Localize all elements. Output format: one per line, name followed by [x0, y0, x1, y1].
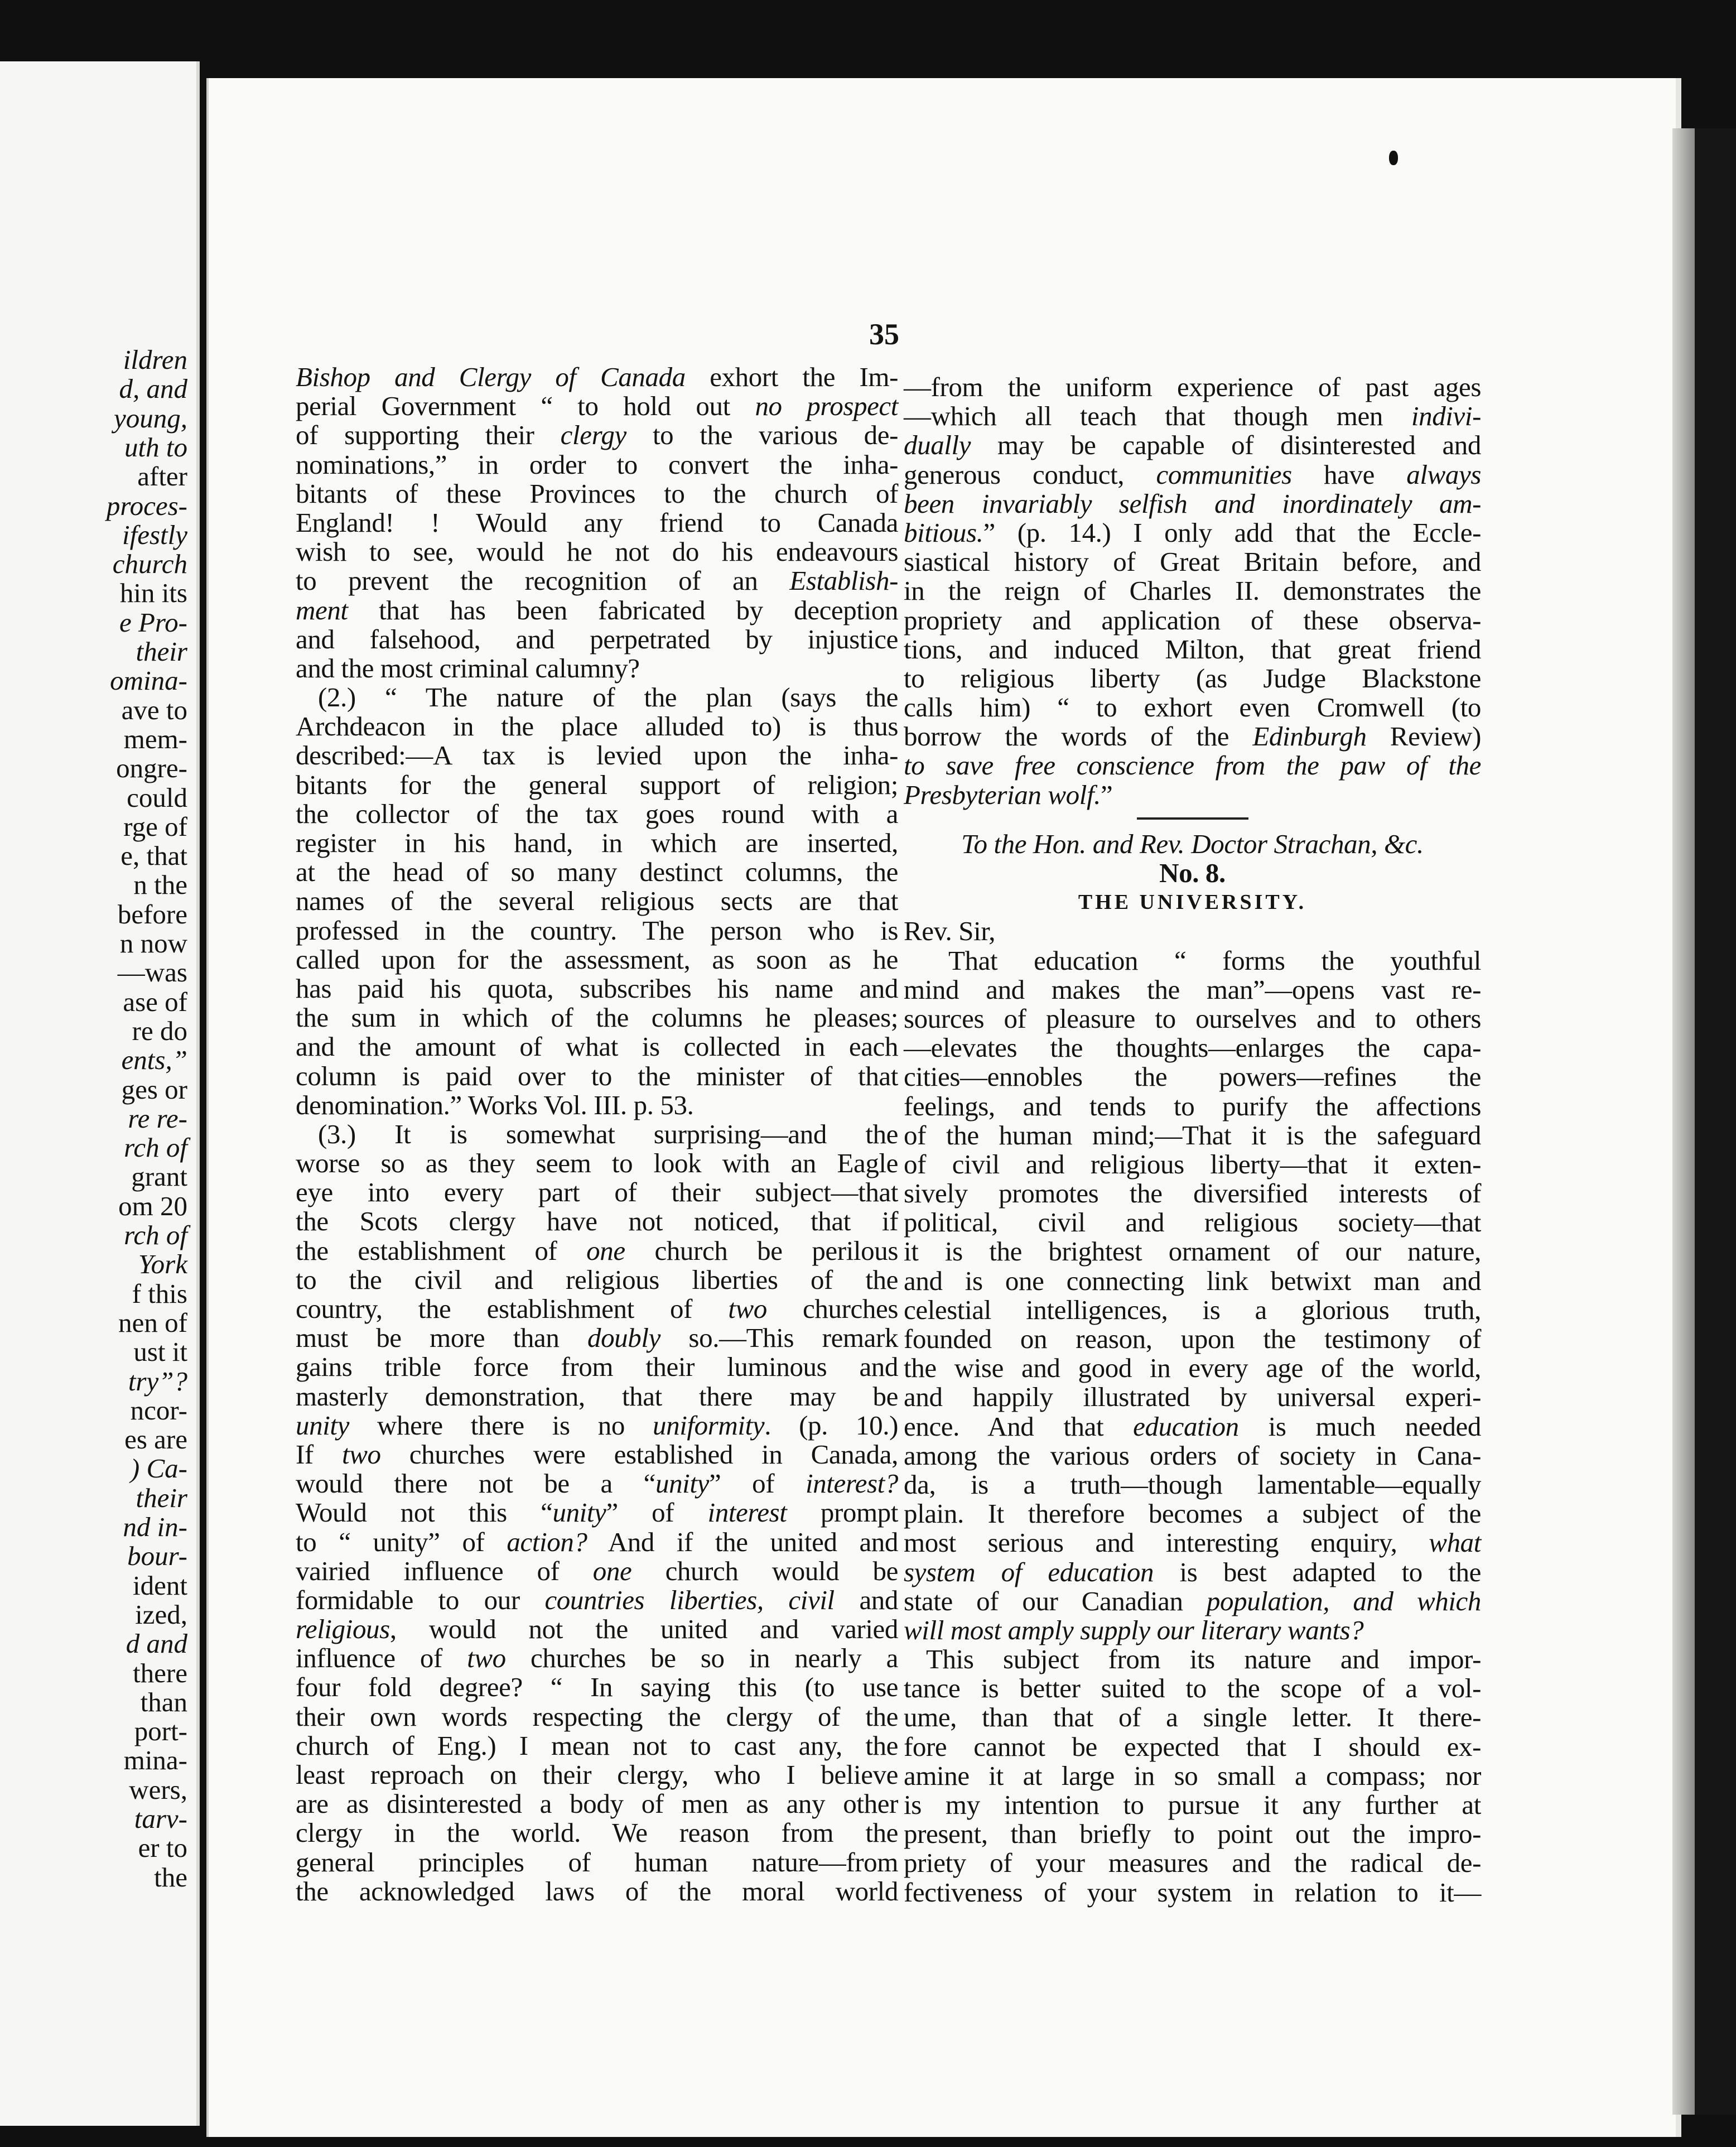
heading-line: To the Hon. and Rev. Doctor Strachan, &c.: [961, 828, 1424, 859]
previous-page-fragment: ) Ca-: [130, 1453, 187, 1484]
previous-page-fragment: their: [136, 636, 187, 667]
section-divider-rule: [1137, 817, 1248, 820]
text-line: would there not be a “unity” of interest?: [296, 1468, 898, 1499]
previous-page-fragment: ncor-: [130, 1394, 187, 1426]
text-line: denomination.” Works Vol. III. p. 53.: [296, 1089, 694, 1120]
text-line: been invariably selfish and inordinately am-: [904, 488, 1481, 519]
text-line: bitious.” (p. 14.) I only add that the Eccle-: [904, 517, 1481, 548]
text-line: their own words respecting the clergy of the: [296, 1701, 898, 1732]
text-line: siastical history of Great Britain before, and: [904, 546, 1481, 577]
previous-page-fragment: e Pro-: [119, 606, 187, 638]
page-number: 35: [869, 317, 899, 351]
previous-page-fragment: ized,: [135, 1599, 187, 1630]
text-line: sources of pleasure to ourselves and to others: [904, 1003, 1481, 1034]
text-line: to religious liberty (as Judge Blackstone: [904, 662, 1481, 694]
text-line: the establishment of one church be perilous: [296, 1235, 898, 1266]
text-line: (3.) It is somewhat surprising—and the: [318, 1118, 898, 1149]
previous-page-fragment: ents,”: [121, 1044, 187, 1076]
previous-page-fragment: rge of: [123, 811, 187, 842]
text-line: fore cannot be expected that I should ex-: [904, 1731, 1481, 1762]
text-line: and the amount of what is collected in each: [296, 1031, 898, 1062]
previous-page-fragment: young,: [114, 402, 187, 434]
text-line: must be more than doubly so.—This remark: [296, 1322, 899, 1354]
text-line: ment that has been fabricated by deception: [296, 594, 898, 625]
left-text-column: [296, 363, 898, 1906]
text-line: borrow the words of the Edinburgh Review): [904, 721, 1481, 752]
text-line: That education “ forms the youthful: [948, 945, 1481, 976]
text-line: da, is a truth—though lamentable—equally: [904, 1469, 1481, 1500]
text-line: four fold degree? “ In saying this (to use: [296, 1672, 898, 1703]
text-line: least reproach on their clergy, who I believe: [296, 1759, 898, 1790]
previous-page-fragment: York: [138, 1249, 187, 1280]
text-line: Rev. Sir,: [904, 916, 996, 947]
text-line: described:—A tax is levied upon the inha-: [296, 740, 898, 771]
text-line: church of Eng.) I mean not to cast any, the: [296, 1730, 898, 1761]
heading-line: THE UNIVERSITY.: [1078, 890, 1307, 914]
previous-page-fragment: er to: [138, 1832, 187, 1864]
text-line: at the head of so many destinct columns, the: [296, 856, 898, 888]
previous-page-fragment: ident: [133, 1570, 187, 1601]
text-line: and the most criminal calumny?: [296, 652, 640, 683]
text-line: among the various orders of society in Cana-: [904, 1440, 1481, 1471]
previous-page-fragment: before: [117, 898, 187, 930]
text-line: and is one connecting link betwixt man and: [904, 1265, 1481, 1296]
text-line: cities—ennobles the powers—refines the: [904, 1061, 1481, 1092]
text-line: the acknowledged laws of the moral world: [296, 1875, 898, 1907]
text-line: If two churches were established in Canada,: [296, 1438, 898, 1470]
previous-page-fragment: ase of: [123, 986, 187, 1017]
text-line: feelings, and tends to purify the affections: [904, 1090, 1481, 1121]
text-line: vairied influence of one church would be: [296, 1555, 898, 1586]
previous-page-fragment: nen of: [118, 1307, 187, 1338]
previous-page-fragment: hin its: [119, 577, 187, 609]
text-line: the wise and good in every age of the world,: [904, 1352, 1481, 1384]
text-line: worse so as they seem to look with an Eagle: [296, 1148, 898, 1179]
text-line: state of our Canadian population, and which: [904, 1585, 1481, 1616]
text-line: to the civil and religious liberties of the: [296, 1264, 898, 1295]
previous-page-fragment: church: [112, 548, 187, 580]
page-fold-shadow: [1672, 128, 1695, 2115]
previous-page-fragment: d and: [126, 1628, 187, 1659]
text-line: clergy in the world. We reason from the: [296, 1817, 898, 1848]
previous-page-fragment: grant: [131, 1161, 187, 1192]
text-line: bitants of these Provinces to the church of: [296, 478, 898, 509]
text-line: is my intention to pursue it any further at: [904, 1789, 1481, 1820]
previous-page-fragment: re do: [132, 1015, 187, 1046]
text-line: —elevates the thoughts—enlarges the capa-: [904, 1032, 1481, 1063]
text-line: wish to see, would he not do his endeavours: [296, 536, 898, 567]
previous-page-fragment: wers,: [129, 1774, 187, 1805]
text-line: calls him) “ to exhort even Cromwell (to: [904, 692, 1481, 723]
text-line: England! ! Would any friend to Canada: [296, 507, 898, 538]
previous-page-fragment: ges or: [121, 1074, 187, 1105]
text-line: the sum in which of the columns he pleases;: [296, 1002, 898, 1033]
text-line: it is the brightest ornament of our nature,: [904, 1236, 1481, 1267]
previous-page-fragment: their: [136, 1482, 187, 1513]
text-line: Presbyterian wolf.”: [904, 779, 1113, 810]
previous-page-fragment: ust it: [133, 1336, 187, 1368]
text-line: influence of two churches be so in nearly a: [296, 1643, 898, 1674]
text-line: —which all teach that though men indivi-: [904, 401, 1481, 432]
previous-page-fragment: n now: [119, 928, 187, 959]
text-line: column is paid over to the minister of that: [296, 1060, 898, 1091]
previous-page-fragment: es are: [124, 1424, 187, 1455]
text-line: sively promotes the diversified interests of: [904, 1178, 1481, 1209]
text-line: of supporting their clergy to the various de-: [296, 420, 898, 451]
previous-page-fragment: bour-: [127, 1541, 187, 1572]
text-line: are as disinterested a body of men as any other: [296, 1788, 898, 1819]
previous-page-fragment: port-: [134, 1716, 187, 1747]
text-line: tance is better suited to the scope of a vol-: [904, 1673, 1481, 1704]
previous-page-fragment: ifestly: [122, 519, 187, 550]
text-line: Would not this “unity” of interest prompt: [296, 1497, 898, 1528]
text-line: and falsehood, and perpetrated by injustice: [296, 623, 898, 654]
text-line: unity where there is no uniformity. (p. 10.): [296, 1409, 898, 1441]
previous-page-fragment: d, and: [119, 373, 187, 405]
text-line: and happily illustrated by universal experi-: [904, 1381, 1481, 1413]
page-edge: [1695, 128, 1736, 2115]
previous-page-fragment: there: [133, 1657, 187, 1688]
text-line: perial Government “ to hold out no prospect: [296, 391, 898, 422]
text-line: bitants for the general support of religion;: [296, 769, 898, 800]
text-line: to prevent the recognition of an Establish-: [296, 565, 898, 596]
text-line: founded on reason, upon the testimony of: [904, 1323, 1481, 1354]
text-line: the Scots clergy have not noticed, that if: [296, 1206, 898, 1237]
previous-page-fragment: proces-: [106, 490, 187, 521]
text-line: most serious and interesting enquiry, what: [904, 1527, 1481, 1558]
text-line: tions, and induced Milton, that great friend: [904, 633, 1481, 665]
previous-page-fragment: the: [154, 1861, 187, 1893]
text-line: This subject from its nature and impor-: [926, 1644, 1481, 1675]
text-line: eye into every part of their subject—that: [296, 1177, 898, 1208]
previous-page-fragment: nd in-: [123, 1511, 187, 1542]
previous-page-fragment: rch of: [124, 1220, 187, 1250]
previous-page-fragment: after: [137, 461, 187, 492]
text-line: dually may be capable of disinterested and: [904, 430, 1481, 461]
text-line: mind and makes the man”—opens vast re-: [904, 974, 1481, 1005]
text-line: amine it at large in so small a compass; nor: [904, 1760, 1481, 1791]
text-line: names of the several religious sects are that: [296, 885, 898, 917]
text-line: professed in the country. The person who is: [296, 914, 898, 946]
text-line: Bishop and Clergy of Canada exhort the Im-: [296, 362, 898, 392]
previous-page-fragment: omina-: [110, 665, 187, 696]
previous-page-fragment: ildren: [123, 344, 187, 375]
previous-page-fragment: than: [140, 1686, 187, 1717]
text-line: ence. And that education is much needed: [904, 1411, 1482, 1442]
previous-page-fragment: —was: [117, 957, 187, 988]
text-line: country, the establishment of two churches: [296, 1293, 898, 1324]
text-line: to “ unity” of action? And if the united and: [296, 1526, 899, 1557]
text-line: Archdeacon in the place alluded to) is thus: [296, 711, 898, 742]
text-line: propriety and application of these observa-: [904, 604, 1481, 636]
ink-speck: [1389, 151, 1398, 165]
text-line: of the human mind;—That it is the safeguard: [904, 1119, 1481, 1150]
previous-page-fragment: uth to: [124, 431, 187, 463]
text-line: political, civil and religious society—that: [904, 1207, 1481, 1238]
previous-page-fragment: tarv-: [134, 1803, 187, 1834]
previous-page-fragment: om 20: [118, 1190, 187, 1221]
text-line: nominations,” in order to convert the inha-: [296, 449, 898, 480]
text-line: priety of your measures and the radical de-: [904, 1847, 1481, 1879]
text-line: religious, would not the united and varied: [296, 1614, 898, 1645]
text-line: present, than briefly to point out the impro-: [904, 1818, 1481, 1850]
right-text-column: [904, 373, 1481, 1907]
heading-line: No. 8.: [1159, 858, 1226, 888]
text-line: has paid his quota, subscribes his name and: [296, 973, 898, 1004]
previous-page-strip: [0, 61, 200, 2126]
previous-page-fragment: f this: [132, 1278, 187, 1309]
text-line: masterly demonstration, that there may be: [296, 1380, 898, 1412]
text-line: in the reign of Charles II. demonstrates the: [904, 575, 1481, 606]
text-line: ume, than that of a single letter. It there-: [904, 1702, 1481, 1733]
text-line: will most amply supply our literary wants?: [904, 1614, 1364, 1645]
previous-page-fragment: mina-: [123, 1745, 187, 1776]
text-line: plain. It therefore becomes a subject of the: [904, 1498, 1481, 1529]
text-line: celestial intelligences, is a glorious truth,: [904, 1294, 1481, 1325]
text-line: fectiveness of your system in relation to it—: [904, 1876, 1481, 1908]
previous-page-fragment: rch of: [124, 1132, 187, 1163]
text-line: to save free conscience from the paw of the: [904, 750, 1481, 781]
text-line: —from the uniform experience of past ages: [904, 372, 1481, 402]
text-line: register in his hand, in which are inserted,: [296, 827, 898, 858]
text-line: general principles of human nature—from: [296, 1846, 898, 1878]
text-line: system of education is best adapted to the: [904, 1556, 1482, 1587]
previous-page-fragment: mem-: [123, 723, 187, 754]
text-line: generous conduct, communities have always: [904, 459, 1481, 490]
previous-page-fragment: re re-: [128, 1103, 187, 1134]
text-line: (2.) “ The nature of the plan (says the: [318, 682, 898, 713]
text-line: gains trible force from their luminous and: [296, 1351, 898, 1383]
previous-page-fragment: could: [127, 782, 187, 813]
text-line: the collector of the tax goes round with a: [296, 798, 898, 829]
text-line: formidable to our countries liberties, civil and: [296, 1584, 898, 1615]
previous-page-fragment: ongre-: [116, 753, 187, 784]
text-line: of civil and religious liberty—that it exten-: [904, 1148, 1481, 1180]
previous-page-fragment: ave to: [121, 694, 187, 725]
previous-page-fragment: try”?: [128, 1365, 187, 1397]
previous-page-fragment: e, that: [120, 840, 187, 872]
previous-page-fragment: n the: [133, 869, 187, 901]
text-line: called upon for the assessment, as soon as he: [296, 943, 898, 975]
